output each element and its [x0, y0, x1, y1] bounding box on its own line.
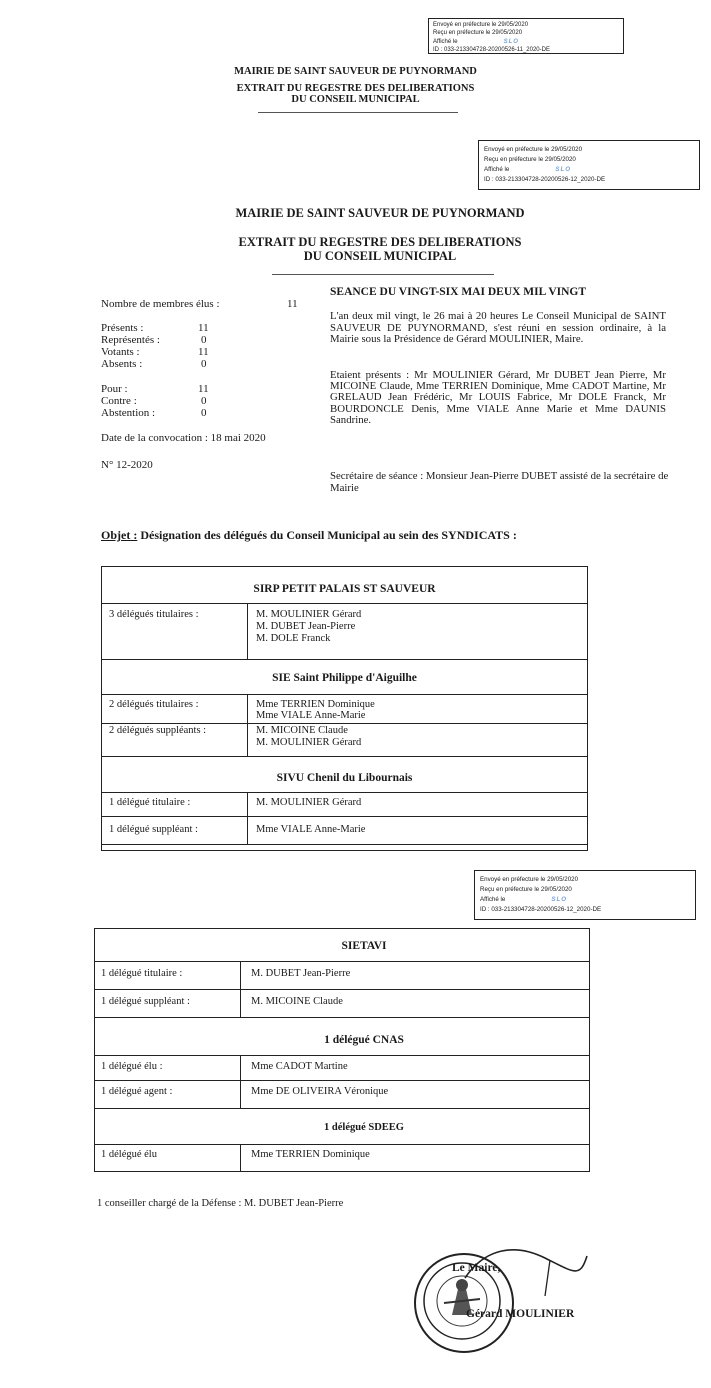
- header-top-mairie: MAIRIE DE SAINT SAUVEUR DE PUYNORMAND: [234, 66, 477, 77]
- sirp-name-1: M. MOULINIER Gérard: [256, 609, 362, 620]
- pour-value: 11: [198, 383, 209, 395]
- table-col-rule: [247, 694, 248, 756]
- cnas-title: 1 délégué CNAS: [324, 1034, 404, 1046]
- table-rule: [101, 723, 588, 724]
- stamp-posted: Affiché le: [433, 38, 458, 45]
- table-col-rule: [247, 603, 248, 659]
- table-rule: [101, 694, 588, 695]
- stamp-posted: Affiché le: [480, 896, 506, 903]
- table-rule: [101, 816, 588, 817]
- table-rule: [94, 961, 590, 962]
- table-rule: [101, 844, 588, 845]
- sietavi-suppleant-label: 1 délégué suppléant :: [101, 996, 190, 1007]
- table-col-rule: [240, 1055, 241, 1108]
- secretaire-seance: Secrétaire de séance : Monsieur Jean-Pierre DUBET assisté de la secrétaire de Mairie: [330, 470, 669, 494]
- cnas-agent-name: Mme DE OLIVEIRA Véronique: [251, 1086, 389, 1097]
- table-rule: [94, 1017, 590, 1018]
- stamp-sent: Envoyé en préfecture le 29/05/2020: [433, 22, 529, 28]
- sirp-name-3: M. DOLE Franck: [256, 633, 331, 644]
- sietavi-suppleant-name: M. MICOINE Claude: [251, 996, 343, 1007]
- header-extrait2: DU CONSEIL MUNICIPAL: [303, 249, 457, 263]
- stamp-signature: SLO: [503, 38, 519, 45]
- pour-label: Pour :: [101, 383, 128, 395]
- sdeeg-title: 1 délégué SDEEG: [324, 1122, 404, 1133]
- objet-text: Désignation des délégués du Conseil Municipal au sein des SYNDICATS :: [137, 528, 517, 542]
- table-rule: [101, 792, 588, 793]
- stamp-received: Reçu en préfecture le 29/05/2020: [433, 30, 523, 37]
- stamp-id: ID : 033-213304728-20200526-12_2020-DE: [480, 906, 602, 913]
- stamp-id: ID : 033-213304728-20200526-11_2020-DE: [433, 46, 550, 53]
- abstention-value: 0: [201, 407, 207, 419]
- absents-value: 0: [201, 358, 207, 370]
- stamp-received: Reçu en préfecture le 29/05/2020: [484, 156, 576, 163]
- representes-value: 0: [201, 334, 207, 346]
- cnas-agent-label: 1 délégué agent :: [101, 1086, 173, 1097]
- sietavi-titulaire-name: M. DUBET Jean-Pierre: [251, 968, 351, 979]
- header-top-rule: [258, 112, 458, 113]
- sirp-title: SIRP PETIT PALAIS ST SAUVEUR: [253, 583, 436, 595]
- table-rule: [101, 659, 588, 660]
- contre-label: Contre :: [101, 395, 137, 407]
- table-col-rule: [240, 1144, 241, 1172]
- sdeeg-name: Mme TERRIEN Dominique: [251, 1149, 370, 1160]
- sie-suppleant-2: M. MOULINIER Gérard: [256, 737, 362, 748]
- sirp-name-2: M. DUBET Jean-Pierre: [256, 621, 356, 632]
- sietavi-titulaire-label: 1 délégué titulaire :: [101, 968, 183, 979]
- header-extrait1: EXTRAIT DU REGESTRE DES DELIBERATIONS: [238, 235, 522, 249]
- presents-list: Etaient présents : Mr MOULINIER Gérard, Mr DUBET Jean Pierre, Mr MICOINE Claude, Mme TERRIEN Dominique, Mme CADOT Martine, Mr GRELAUD Jean Frédéric, Mr LOUIS Fabrice, Mr DOLE Franck, Mr BOURDONCLE Denis, Mme VIALE Anne Marie et Mme DAUNIS Sandrine.: [330, 369, 666, 426]
- sie-suppleants-label: 2 délégués suppléants :: [109, 725, 207, 736]
- stamp-posted: Affiché le: [484, 166, 510, 173]
- seance-intro: L'an deux mil vingt, le 26 mai à 20 heures Le Conseil Municipal de SAINT SAUVEUR DE PUYNORMAND, s'est réuni en session ordinaire, à la Mairie sous la Présidence de Gérard MOULINIER, Maire.: [330, 310, 666, 345]
- votants-value: 11: [198, 346, 209, 358]
- header-top-extrait1: EXTRAIT DU REGESTRE DES DELIBERATIONS: [236, 83, 475, 94]
- abstention-label: Abstention :: [101, 407, 156, 419]
- sie-suppleant-1: M. MICOINE Claude: [256, 725, 348, 736]
- syndicats-table-2: [94, 928, 590, 1172]
- prefecture-stamp: [478, 140, 700, 190]
- table-rule: [94, 1080, 590, 1081]
- stamp-signature: SLO: [555, 166, 572, 173]
- sivu-title: SIVU Chenil du Libournais: [276, 772, 413, 784]
- header-top-extrait2: DU CONSEIL MUNICIPAL: [291, 94, 420, 105]
- stamp-signature: SLO: [551, 896, 568, 903]
- membres-elus-label: Nombre de membres élus :: [101, 298, 220, 310]
- absents-label: Absents :: [101, 358, 143, 370]
- convocation-date: Date de la convocation : 18 mai 2020: [101, 432, 266, 444]
- sie-titulaires-label: 2 délégués titulaires :: [109, 699, 199, 710]
- presents-value: 11: [198, 322, 209, 334]
- objet-label: Objet :: [101, 528, 138, 542]
- representes-label: Représentés :: [101, 334, 160, 346]
- stamp-sent: Envoyé en préfecture le 29/05/2020: [480, 876, 579, 883]
- cnas-elu-label: 1 délégué élu :: [101, 1061, 163, 1072]
- membres-elus-value: 11: [287, 298, 298, 310]
- header-mairie: MAIRIE DE SAINT SAUVEUR DE PUYNORMAND: [235, 206, 525, 220]
- sirp-label: 3 délégués titulaires :: [109, 609, 199, 620]
- table-rule: [101, 756, 588, 757]
- table-rule: [94, 1055, 590, 1056]
- stamp-sent: Envoyé en préfecture le 29/05/2020: [484, 146, 583, 153]
- stamp-id: ID : 033-213304728-20200526-12_2020-DE: [484, 176, 606, 183]
- table-rule: [94, 989, 590, 990]
- defense-line: 1 conseiller chargé de la Défense : M. DUBET Jean-Pierre: [97, 1198, 344, 1209]
- table-rule: [94, 1144, 590, 1145]
- table-col-rule: [247, 792, 248, 844]
- sivu-titulaire-name: M. MOULINIER Gérard: [256, 797, 362, 808]
- signature-maire: Le Maire,: [452, 1262, 501, 1274]
- seance-title: SEANCE DU VINGT-SIX MAI DEUX MIL VINGT: [330, 286, 587, 298]
- sie-titulaire-1: Mme TERRIEN Dominique: [256, 699, 375, 710]
- sie-title: SIE Saint Philippe d'Aiguilhe: [272, 672, 417, 684]
- sdeeg-label: 1 délégué élu: [101, 1149, 157, 1160]
- table-rule: [94, 1108, 590, 1109]
- sivu-suppleant-name: Mme VIALE Anne-Marie: [256, 824, 366, 835]
- deliberation-number: N° 12-2020: [101, 459, 153, 471]
- presents-label: Présents :: [101, 322, 144, 334]
- votants-label: Votants :: [101, 346, 140, 358]
- prefecture-stamp: [474, 870, 696, 920]
- prefecture-stamp: [428, 18, 624, 54]
- sie-titulaire-2: Mme VIALE Anne-Marie: [256, 710, 366, 721]
- sivu-titulaire-label: 1 délégué titulaire :: [109, 797, 191, 808]
- table-rule: [101, 603, 588, 604]
- stamp-received: Reçu en préfecture le 29/05/2020: [480, 886, 572, 893]
- contre-value: 0: [201, 395, 207, 407]
- objet-line: [101, 528, 517, 543]
- sietavi-title: SIETAVI: [341, 940, 387, 952]
- cnas-elu-name: Mme CADOT Martine: [251, 1061, 348, 1072]
- sivu-suppleant-label: 1 délégué suppléant :: [109, 824, 198, 835]
- signature-name: Gérard MOULINIER: [466, 1308, 575, 1320]
- header-rule: [272, 274, 494, 275]
